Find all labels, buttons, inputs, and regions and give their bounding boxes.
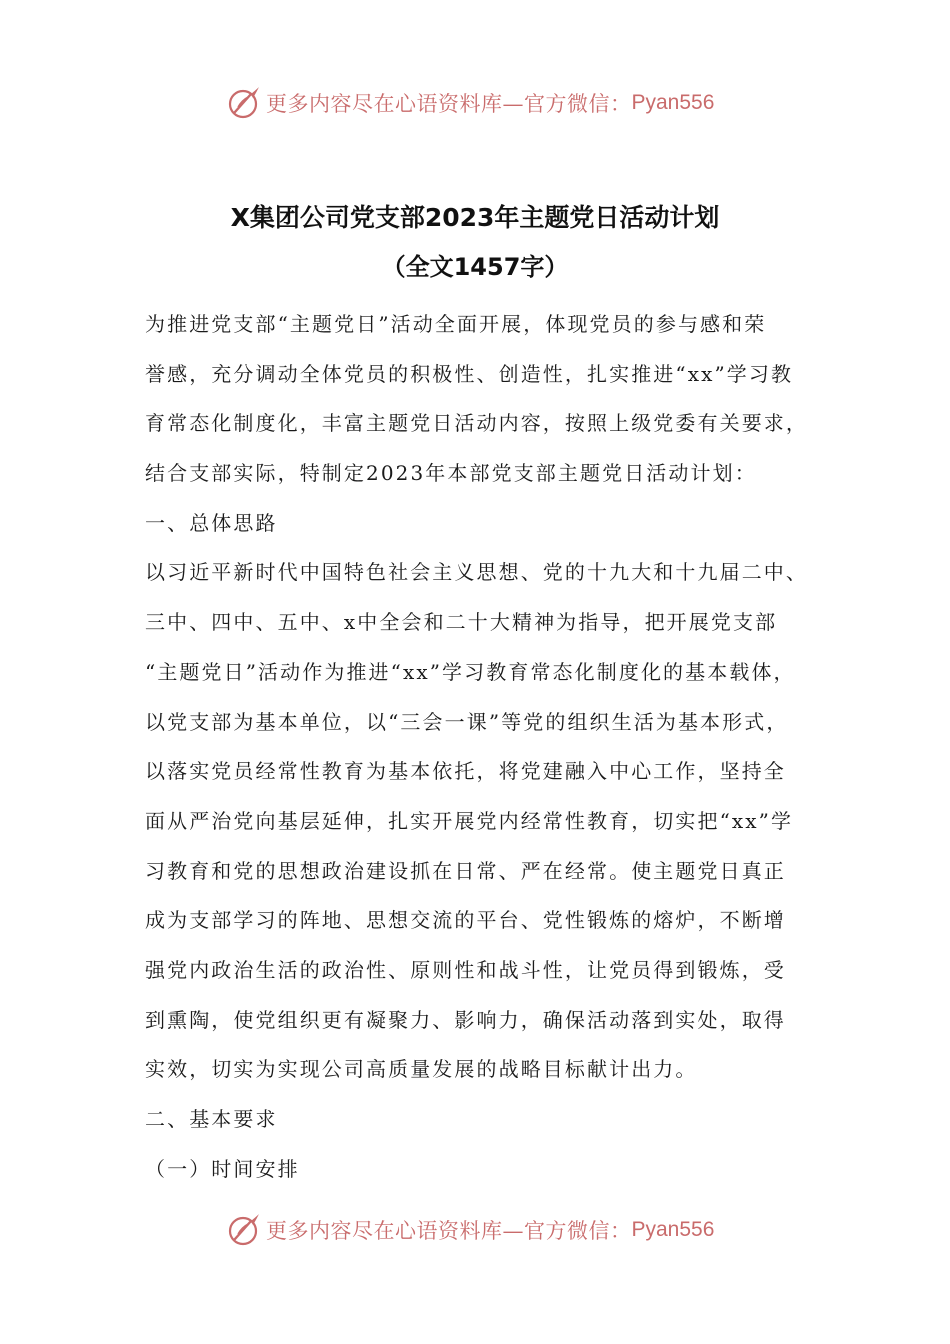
header-watermark: [226, 83, 714, 123]
watermark-text: 更多内容尽在心语资料库—官方微信：: [266, 92, 632, 116]
body-line: 成为支部学习的阵地、思想交流的平台、党性锻炼的熔炉，不断增: [145, 908, 786, 933]
body-line: 强党内政治生活的政治性、原则性和战斗性，让党员得到锻炼，受: [145, 957, 786, 982]
body-line: 育常态化制度化，丰富主题党日活动内容，按照上级党委有关要求，: [145, 411, 808, 436]
body-line: 三中、四中、五中、x中全会和二十大精神为指导，把开展党支部: [145, 610, 778, 635]
body-line: 实效，切实为实现公司高质量发展的战略目标献计出力。: [145, 1057, 698, 1082]
body-line: 结合支部实际，特制定2023年本部党支部主题党日活动计划：: [145, 461, 757, 486]
body-line: “主题党日”活动作为推进“xx”学习教育常态化制度化的基本载体，: [145, 659, 796, 684]
body-line: 为推进党支部“主题党日”活动全面开展，体现党员的参与感和荣: [145, 312, 767, 336]
document-body: [145, 300, 809, 1194]
body-line: 到熏陶，使党组织更有凝聚力、影响力，确保活动落到实处，取得: [145, 1007, 786, 1032]
body-line: 以习近平新时代中国特色社会主义思想、党的十九大和十九届二中、: [145, 560, 808, 585]
watermark-wechat-id: Pyan556: [631, 1218, 715, 1241]
body-line: 面从严治党向基层延伸，扎实开展党内经常性教育，切实把“xx”学: [145, 808, 794, 833]
body-line: 誉感，充分调动全体党员的积极性、创造性，扎实推进“xx”学习教: [145, 361, 794, 386]
body-line: 以落实党员经常性教育为基本依托，将党建融入中心工作，坚持全: [145, 759, 786, 784]
watermark-wechat-id: Pyan556: [631, 91, 715, 114]
quill-logo-icon: [226, 85, 262, 121]
section-heading: 二、基本要求: [145, 1107, 278, 1131]
watermark-text: 更多内容尽在心语资料库—官方微信：: [266, 1219, 632, 1243]
body-line: 以党支部为基本单位，以“三会一课”等党的组织生活为基本形式，: [145, 709, 789, 734]
footer-watermark: [226, 1210, 714, 1250]
section-heading: 一、总体思路: [145, 510, 278, 535]
body-line: 习教育和党的思想政治建设抓在日常、严在经常。使主题党日真正: [145, 858, 786, 883]
subsection-heading: （一）时间安排: [145, 1156, 300, 1181]
document-title: X集团公司党支部2023年主题党日活动计划: [230, 203, 720, 232]
quill-logo-icon: [226, 1212, 262, 1248]
document-subtitle: （全文1457字）: [381, 253, 569, 281]
